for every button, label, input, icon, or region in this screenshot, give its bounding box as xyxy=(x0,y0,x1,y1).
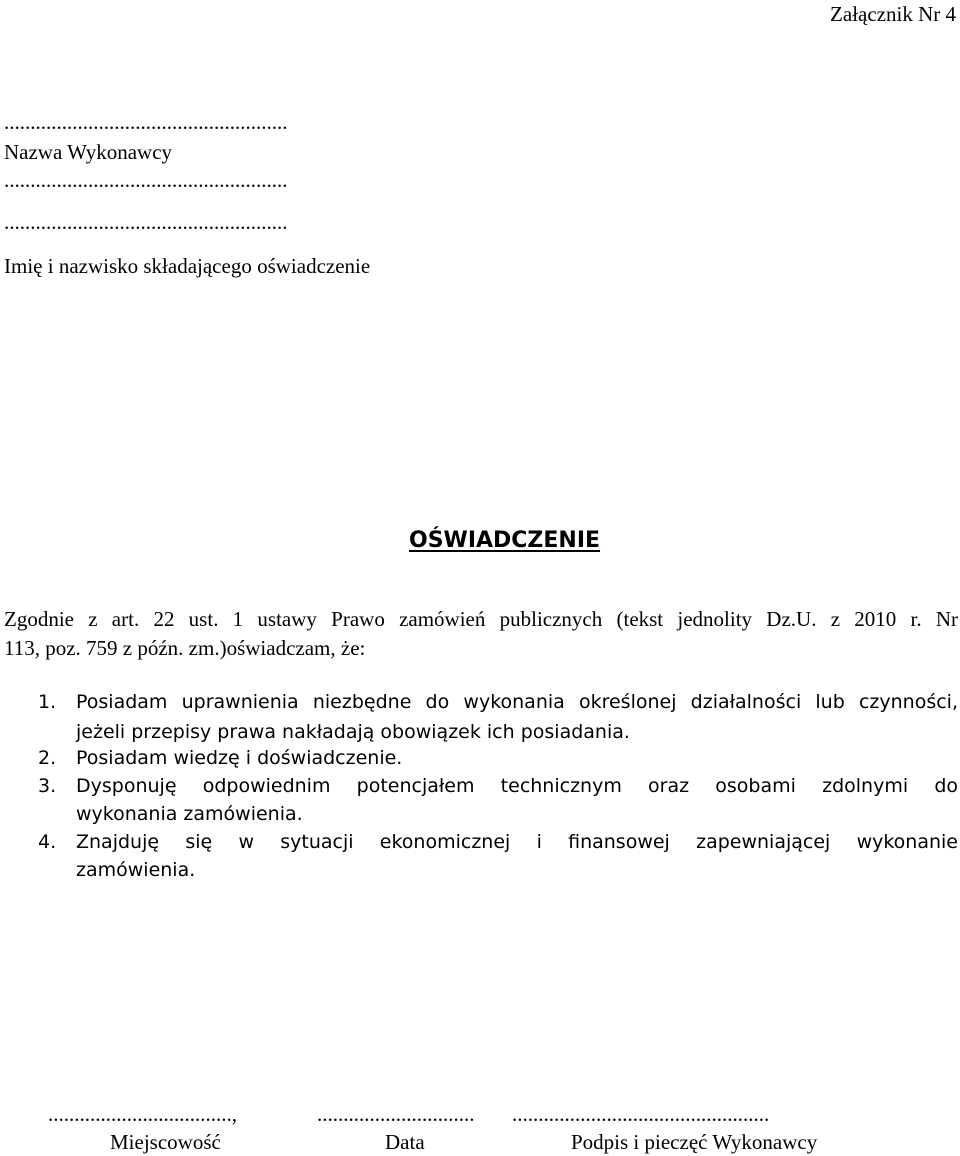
signer-name-label: Imię i nazwisko składającego oświadczenie xyxy=(4,254,371,278)
contractor-name-label: Nazwa Wykonawcy xyxy=(4,140,173,164)
item-number: 2. xyxy=(38,747,57,769)
intro-line-1: Zgodnie z art. 22 ust. 1 ustawy Prawo zamówień publicznych (tekst jednolity Dz.U. z 2010 r. Nr xyxy=(4,607,958,631)
signature-label: Podpis i pieczęć Wykonawcy xyxy=(571,1130,818,1154)
date-label: Data xyxy=(385,1130,425,1154)
item-number: 3. xyxy=(38,775,57,797)
signature-dots: ................................................. xyxy=(512,1102,770,1126)
item-text-line: Dysponuję odpowiednim potencjałem technicznym oraz osobami zdolnymi do xyxy=(76,775,958,797)
item-number: 4. xyxy=(38,831,57,853)
date-dots: .............................. xyxy=(317,1102,475,1126)
document-title: OŚWIADCZENIE xyxy=(409,528,601,553)
annex-label: Załącznik Nr 4 xyxy=(830,2,956,26)
item-text-line: Posiadam uprawnienia niezbędne do wykonania określonej działalności lub czynności, xyxy=(76,691,958,713)
item-text-line: jeżeli przepisy prawa nakładają obowiązek ich posiadania. xyxy=(76,721,630,743)
contractor-extra-dots: ...................................................... xyxy=(4,168,288,192)
item-text-line: zamówienia. xyxy=(76,859,196,881)
item-text-line: Posiadam wiedzę i doświadczenie. xyxy=(76,747,403,769)
place-dots: ..................................., xyxy=(48,1102,237,1126)
contractor-name-dots: ...................................................... xyxy=(4,110,288,134)
item-text-line: wykonania zamówienia. xyxy=(76,803,303,825)
intro-line-2: 113, poz. 759 z późn. zm.)oświadczam, że: xyxy=(4,636,366,660)
item-number: 1. xyxy=(38,691,57,713)
place-label: Miejscowość xyxy=(110,1130,221,1154)
signer-name-dots: ...................................................... xyxy=(4,210,288,234)
item-text-line: Znajduję się w sytuacji ekonomicznej i finansowej zapewniającej wykonanie xyxy=(76,831,958,853)
